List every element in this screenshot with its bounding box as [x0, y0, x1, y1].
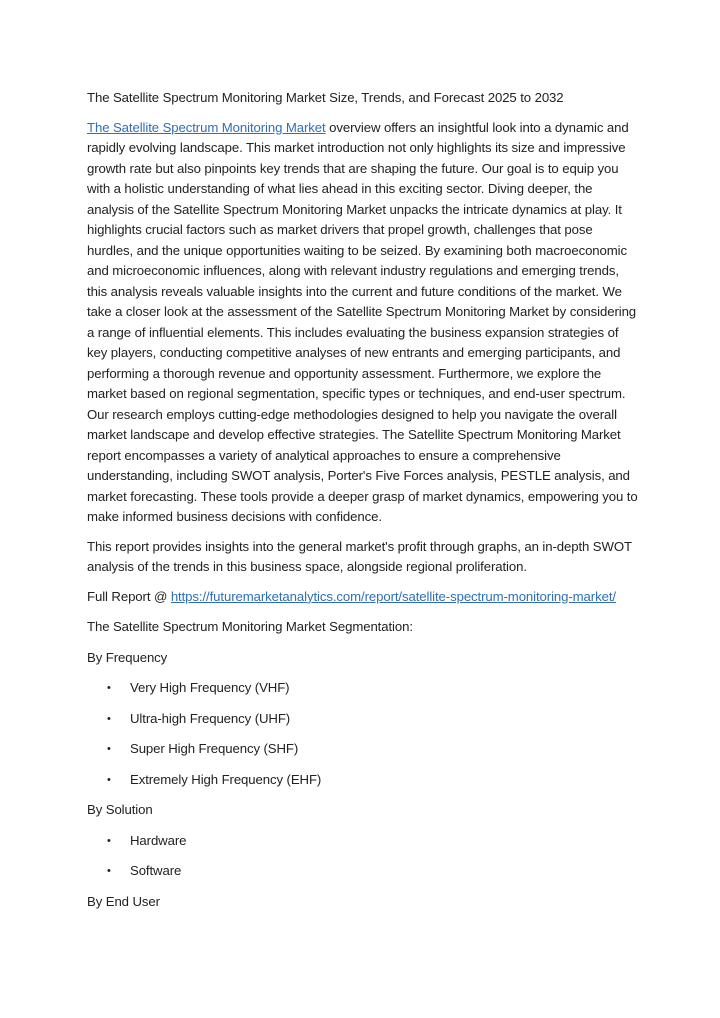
list-item — [87, 678, 639, 699]
insights-paragraph: This report provides insights into the general market's profit through graphs, an in-depth SWOT analysis of the trends in this business space, alongside regional proliferation. — [87, 538, 632, 574]
intro-text: overview offers an insightful look into a dynamic and rapidly evolving landscape. This market introduction not only highlights its size and impressive growth rate but also pinpoints key trends that are shaping the future. Our goal is to equip you with a holistic understanding of what lies ahead in this exciting sector. Diving deeper, the analysis of the Satellite Spectrum Monitoring Market unpacks the intricate dynamics at play. It highlights crucial factors such as market drivers that propel growth, challenges that pose hurdles, and the unique opportunities waiting to be seized. By examining both macroeconomic and microeconomic influences, along with relevant industry regulations and emerging trends, this analysis reveals valuable insights into the current and future conditions of the market. We take a closer look at the assessment of the Satellite Spectrum Monitoring Market by considering a range of influential elements. This includes evaluating the business expansion strategies of key players, conducting competitive analyses of new entrants and emerging participants, and performing a thorough revenue and opportunity assessment. Furthermore, we explore the market based on regional segmentation, specific types or techniques, and end-user spectrum. Our research employs cutting-edge methodologies designed to help you navigate the overall market landscape and develop effective strategies. The Satellite Spectrum Monitoring Market report encompasses a variety of analytical approaches to ensure a comprehensive understanding, including SWOT analysis, Porter's Five Forces analysis, PESTLE analysis, and market forecasting. These tools provide a deeper grasp of market dynamics, empowering you to make informed business decisions with confidence. — [87, 119, 638, 524]
by-frequency-heading: By Frequency — [87, 649, 168, 665]
list-item-text: Software — [130, 863, 182, 878]
list-item-text: Extremely High Frequency (EHF) — [130, 771, 322, 787]
bullet-icon: • — [107, 773, 111, 786]
market-link[interactable]: The Satellite Spectrum Monitoring Market — [87, 119, 326, 135]
solution-list — [87, 831, 639, 882]
bullet-icon: • — [107, 712, 111, 725]
list-item-text: Super High Frequency (SHF) — [130, 741, 299, 756]
document-page — [87, 88, 639, 922]
full-report-link[interactable]: https://futuremarketanalytics.com/report/satellite-spectrum-monitoring-market/ — [170, 588, 616, 604]
frequency-list — [87, 678, 639, 790]
list-item — [87, 770, 639, 791]
list-item — [87, 709, 639, 730]
bullet-icon: • — [107, 682, 111, 694]
full-report-label: Full Report @ — [87, 588, 171, 604]
by-solution-heading: By Solution — [87, 802, 153, 817]
document-title: The Satellite Spectrum Monitoring Market Size, Trends, and Forecast 2025 to 2032 — [87, 90, 564, 105]
list-item-text: Hardware — [130, 832, 187, 848]
list-item-text: Ultra-high Frequency (UHF) — [130, 710, 291, 726]
bullet-icon: • — [107, 834, 111, 847]
list-item — [87, 831, 639, 852]
bullet-icon: • — [107, 743, 111, 755]
segmentation-heading: The Satellite Spectrum Monitoring Market Segmentation: — [87, 619, 413, 634]
by-end-user-heading: By End User — [87, 893, 160, 909]
list-item — [87, 861, 639, 882]
list-item-text: Very High Frequency (VHF) — [130, 680, 290, 695]
bullet-icon: • — [107, 865, 111, 877]
full-report-line — [87, 587, 639, 608]
list-item — [87, 739, 639, 760]
intro-paragraph — [87, 118, 639, 528]
